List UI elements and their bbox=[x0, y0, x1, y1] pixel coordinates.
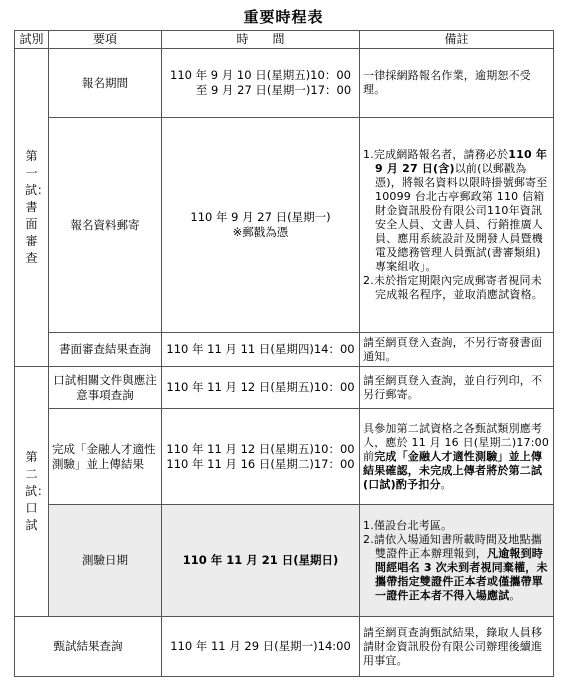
time-line: 110 年 9 月 27 日(星期一) bbox=[190, 210, 331, 224]
header-stage: 試別 bbox=[15, 31, 49, 49]
item-cell: 測驗日期 bbox=[49, 505, 162, 617]
table-row bbox=[15, 333, 554, 367]
header-time: 時 間 bbox=[162, 31, 360, 49]
note-cell: 請至網頁查詢甄試結果，錄取人員移請財金資訊股份有限公司辦理後續進用事宜。 bbox=[360, 617, 554, 677]
time-cell: 110 年 11 月 21 日(星期日) bbox=[162, 505, 360, 617]
stage-label-second: 第二試：口試 bbox=[25, 450, 50, 532]
time-cell bbox=[162, 118, 360, 333]
time-cell: 110 年 11 月 11 日(星期四)14：00 bbox=[162, 333, 360, 367]
header-item: 要項 bbox=[49, 31, 162, 49]
item-cell: 報名期間 bbox=[49, 49, 162, 118]
table-row bbox=[15, 367, 554, 409]
note-text: 2.請依入場通知書所載時間及地點攜雙證件正本辦理報到， bbox=[363, 532, 542, 560]
table-row bbox=[15, 49, 554, 118]
time-line: 至 9 月 27 日(星期一)17：00 bbox=[195, 83, 352, 97]
item-cell: 甄試結果查詢 bbox=[15, 617, 162, 677]
schedule-table bbox=[14, 30, 554, 677]
note-text: 1.完成網路報名者，請務必於 bbox=[363, 148, 509, 161]
note-text: 具參加第二試資格之各甄試類別應考人，應於 11 月 16 日(星期二)17:00 前 bbox=[363, 421, 550, 463]
time-cell bbox=[162, 49, 360, 118]
note-bold-text: 110 年 9 月 27 日(含) bbox=[375, 148, 548, 175]
table-row bbox=[15, 617, 554, 677]
note-cell: 請至網頁登入查詢，並自行列印，不另行郵寄。 bbox=[360, 367, 554, 409]
note-item: 2.未於指定期限內完成郵寄者視同未完成報名程序，並取消應試資格。 bbox=[363, 274, 543, 301]
time-line: 110 年 11 月 12 日(星期五)10：00 bbox=[166, 441, 355, 456]
note-item bbox=[363, 533, 550, 603]
time-cell: 110 年 11 月 12 日(星期五)10：00 bbox=[162, 367, 360, 409]
note-text: 。 bbox=[509, 588, 521, 602]
item-cell: 報名資料郵寄 bbox=[49, 118, 162, 333]
note-cell bbox=[360, 409, 554, 505]
note-text: 以前(以郵戳為憑)，將報名資料以限時掛號郵寄至 10099 台北古亭郵政第 110 信箱財金資訊股份有限公司110年資訊安全人員、文書人員、行銷推廣人員、應用系統設計及開發人員暨機電及總務管理人員甄試(書審類組)專案組收」。 bbox=[375, 162, 548, 273]
time-line: 110 年 9 月 10 日(星期五)10：00 bbox=[170, 68, 351, 82]
table-row bbox=[15, 409, 554, 505]
table-header-row bbox=[15, 31, 554, 49]
stage-cell-second bbox=[15, 367, 49, 617]
time-line: ※郵戳為憑 bbox=[232, 225, 289, 239]
note-bold-text: 完成「金融人才適性測驗」並上傳結果確認，未完成上傳者將於第二試(口試)酌予扣分 bbox=[363, 449, 543, 491]
time-cell bbox=[162, 409, 360, 505]
note-bold-text: 凡逾報到時間經唱名 3 次未到者視同棄權，未攜帶指定雙證件正本者或僅攜帶單一證件正本者不得入場應試 bbox=[375, 546, 548, 602]
note-item bbox=[363, 148, 550, 274]
time-line: 110 年 11 月 16 日(星期二)17：00 bbox=[166, 456, 355, 471]
table-row bbox=[15, 505, 554, 617]
note-item: 1.僅設台北考區。 bbox=[363, 518, 453, 532]
table-row bbox=[15, 118, 554, 333]
note-cell bbox=[360, 505, 554, 617]
note-text: 。 bbox=[440, 477, 452, 491]
header-note: 備註 bbox=[360, 31, 554, 49]
note-cell: 一律採網路報名作業，逾期恕不受理。 bbox=[360, 49, 554, 118]
item-cell: 口試相關文件與應注意事項查詢 bbox=[49, 367, 162, 409]
stage-cell-first bbox=[15, 49, 49, 367]
note-cell bbox=[360, 118, 554, 333]
item-cell: 書面審查結果查詢 bbox=[49, 333, 162, 367]
page-title: 重要時程表 bbox=[243, 8, 324, 26]
note-cell: 請至網頁登入查詢，不另行寄發書面通知。 bbox=[360, 333, 554, 367]
stage-label-first: 第一試：書面審查 bbox=[25, 149, 50, 265]
time-cell: 110 年 11 月 29 日(星期一)14:00 bbox=[162, 617, 360, 677]
item-cell: 完成「金融人才適性測驗」並上傳結果 bbox=[49, 409, 162, 505]
